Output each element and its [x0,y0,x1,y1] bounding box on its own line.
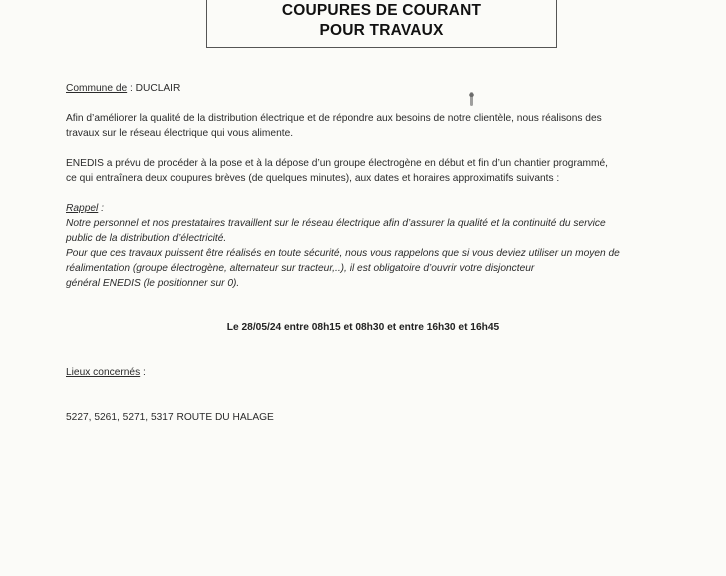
intro-line-2: travaux sur le réseau électrique qui vous alimente. [66,128,294,139]
lieux-label: Lieux concernés [66,367,141,378]
rappel-line-4: réalimentation (groupe électrogène, alternateur sur tracteur,..), il est obligatoire d’ouvrir votre disjoncteur [66,263,535,274]
rappel-label-suffix: : [98,203,104,214]
intro-line-1: Afin d’améliorer la qualité de la distribution électrique et de répondre aux besoins de notre clientèle, nous réalisons des [66,113,602,124]
commune-value: : DUCLAIR [127,83,181,94]
title-line-1: COUPURES DE COURANT [281,2,482,19]
enedis-line-2: ce qui entraînera deux coupures brèves (de quelques minutes), aux dates et horaires approximatifs suivants : [66,173,560,184]
enedis-paragraph [66,156,681,186]
rappel-label: Rappel [66,203,99,214]
schedule-line: Le 28/05/24 entre 08h15 et 08h30 et entre 16h30 et 16h45 [226,322,500,333]
rappel-line-3: Pour que ces travaux puissent être réalisés en toute sécurité, nous vous rappelons que si vous deviez utiliser un moyen de [66,248,620,259]
enedis-line-1: ENEDIS a prévu de procéder à la pose et à la dépose d’un groupe électrogène en début et fin d’un chantier programmé, [66,158,608,169]
address-line: 5227, 5261, 5271, 5317 ROUTE DU HALAGE [66,412,274,423]
rappel-line-5: général ENEDIS (le positionner sur 0). [66,278,240,289]
lieux-heading [66,365,681,380]
lieux-label-suffix: : [140,367,146,378]
rappel-line-1: Notre personnel et nos prestataires travaillent sur le réseau électrique afin d’assurer la qualité et la continuité du service [66,218,606,229]
intro-paragraph [66,111,681,141]
commune-label: Commune de [66,83,128,94]
commune-line [66,81,681,96]
rappel-heading [66,201,681,216]
rappel-line-2: public de la distribution d’électricité. [66,233,227,244]
title-line-2: POUR TRAVAUX [319,22,444,39]
rappel-section [66,201,681,291]
title-box [206,0,557,48]
